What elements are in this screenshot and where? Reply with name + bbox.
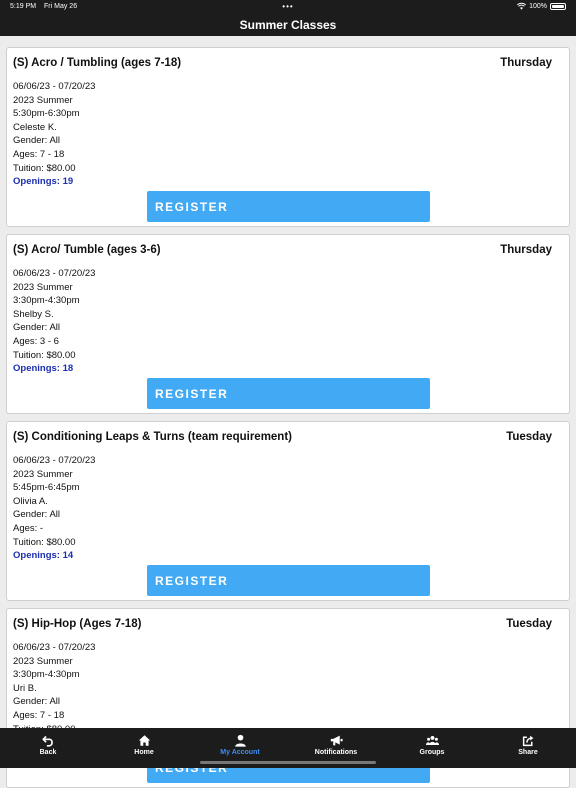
home-indicator [200,761,376,764]
megaphone-icon [330,734,343,747]
class-card [6,421,570,601]
class-day: Tuesday [506,431,552,443]
register-button[interactable]: REGISTER [147,565,430,596]
class-openings: Openings: 19 [13,176,74,188]
tab-back[interactable] [0,728,96,768]
class-name: (S) Acro / Tumbling (ages 7-18) [13,57,182,69]
class-instructor: Shelby S. [13,308,54,320]
status-date: Fri May 26 [44,3,78,10]
class-time: 5:30pm-6:30pm [13,108,80,120]
class-ages: Ages: 3 - 6 [13,335,59,347]
class-instructor: Uri B. [13,682,37,694]
class-instructor: Olivia A. [13,495,48,507]
back-arrow-icon [42,734,55,747]
class-dates: 06/06/23 - 07/20/23 [13,268,96,279]
page-title: Summer Classes [0,14,576,36]
class-gender: Gender: All [13,696,60,708]
class-name: (S) Conditioning Leaps & Turns (team requirement) [13,431,292,443]
person-icon [234,734,247,747]
class-session: 2023 Summer [13,94,73,106]
class-dates: 06/06/23 - 07/20/23 [13,81,96,92]
tab-bar [0,728,576,768]
class-name: (S) Acro/ Tumble (ages 3-6) [13,244,161,256]
tab-label: Notifications [314,749,358,756]
class-gender: Gender: All [13,509,60,521]
class-gender: Gender: All [13,322,60,334]
class-instructor: Celeste K. [13,121,57,133]
class-card [6,234,570,414]
class-time: 5:45pm-6:45pm [13,482,80,494]
tab-label: Back [39,749,57,756]
class-session: 2023 Summer [13,655,73,667]
class-tuition: Tuition: $80.00 [13,349,76,361]
class-gender: Gender: All [13,135,60,147]
class-day: Tuesday [506,618,552,630]
tab-label: My Account [220,749,260,756]
battery-icon [550,3,566,10]
share-icon [522,734,535,747]
class-tuition: Tuition: $80.00 [13,162,76,174]
class-day: Thursday [500,244,552,256]
tab-label: Groups [419,749,445,756]
class-time: 3:30pm-4:30pm [13,669,80,681]
class-list[interactable] [0,36,576,728]
class-ages: Ages: 7 - 18 [13,148,65,160]
tab-label: Home [134,749,154,756]
tab-home[interactable] [96,728,192,768]
class-name: (S) Hip-Hop (Ages 7-18) [13,618,142,630]
status-time: 5:19 PM [10,3,37,10]
register-button[interactable]: REGISTER [147,191,430,222]
register-button[interactable]: REGISTER [147,378,430,409]
class-ages: Ages: - [13,522,44,534]
status-bar [0,0,576,14]
groups-icon [426,734,439,747]
class-dates: 06/06/23 - 07/20/23 [13,642,96,653]
battery-percent: 100% [529,3,547,10]
class-dates: 06/06/23 - 07/20/23 [13,455,96,466]
home-icon [138,734,151,747]
tab-label: Share [518,749,538,756]
class-time: 3:30pm-4:30pm [13,295,80,307]
class-tuition: Tuition: $80.00 [13,536,76,548]
class-session: 2023 Summer [13,281,73,293]
wifi-icon [517,3,526,10]
class-openings: Openings: 14 [13,550,74,562]
class-ages: Ages: 7 - 18 [13,709,65,721]
class-day: Thursday [500,57,552,69]
class-openings: Openings: 18 [13,363,74,375]
multitasking-dots[interactable]: ••• [282,2,294,11]
class-card [6,47,570,227]
tab-share[interactable] [480,728,576,768]
class-session: 2023 Summer [13,468,73,480]
tab-groups[interactable] [384,728,480,768]
